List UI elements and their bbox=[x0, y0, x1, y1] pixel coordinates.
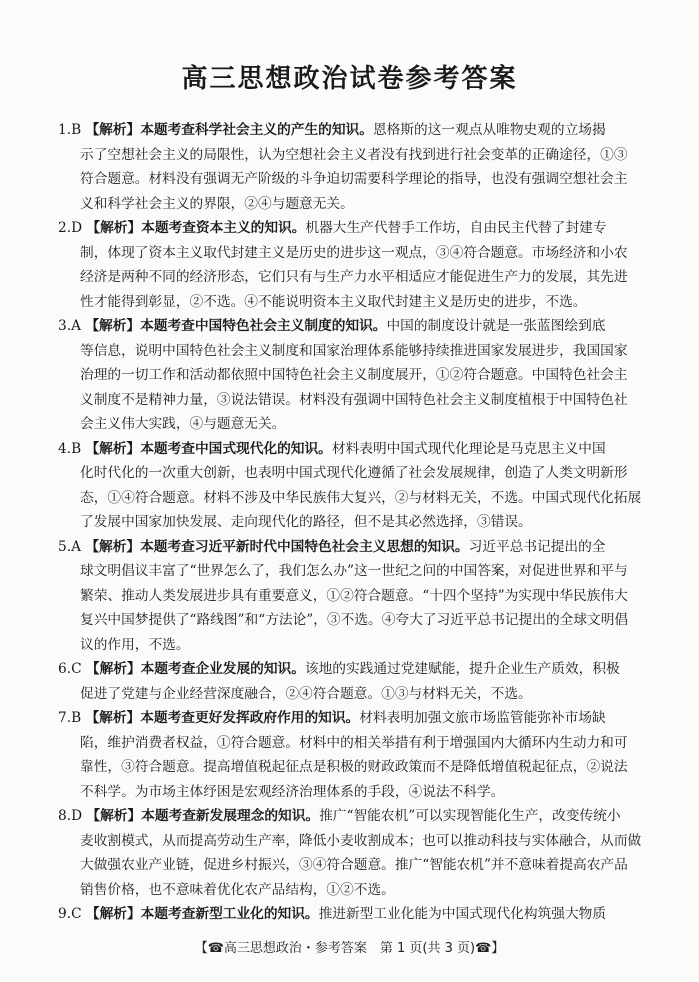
answer-item bbox=[58, 657, 658, 706]
answer-first-line bbox=[58, 118, 658, 143]
answer-item bbox=[58, 804, 658, 902]
answer-line bbox=[58, 241, 658, 266]
answer-item bbox=[58, 902, 658, 927]
answer-line bbox=[58, 829, 658, 854]
analysis-text: 材料表明中国式现代化理论是马克思主义中国 bbox=[331, 440, 606, 457]
analysis-text: 该地的实践通过党建赋能，提升企业生产质效，积极 bbox=[304, 661, 620, 677]
answer-line bbox=[58, 731, 658, 756]
answer-line bbox=[58, 510, 658, 535]
analysis-text: 习近平总书记提出的全 bbox=[468, 538, 606, 555]
question-number: 8. bbox=[58, 808, 72, 824]
question-number: 4. bbox=[58, 440, 72, 457]
answer-line bbox=[58, 339, 658, 364]
analysis-text: 会主义伟大实践，④与题意无关。 bbox=[80, 416, 286, 432]
analysis-text: 麦收割模式，从而提高劳动生产率，降低小麦收割成本；也可以推动科技与实体融合，从而做 bbox=[80, 832, 642, 849]
answer-first-line bbox=[58, 706, 658, 731]
answer-line bbox=[58, 559, 658, 584]
answer-line bbox=[58, 633, 658, 658]
question-number: 5. bbox=[58, 538, 72, 555]
answer-line bbox=[58, 290, 658, 315]
answer-letter: A bbox=[71, 318, 81, 334]
answer-item bbox=[58, 314, 658, 437]
answer-first-line bbox=[58, 216, 658, 241]
answer-item bbox=[58, 706, 658, 804]
analysis-text: 性才能得到彰显，②不选。④不能说明资本主义取代封建主义是历史的进步，不选。 bbox=[80, 293, 587, 310]
analysis-text: 中国的制度设计就是一张蓝图绘到底 bbox=[386, 318, 606, 334]
analysis-text: 繁荣、推动人类发展进步具有重要意义，①②符合题意。“十四个坚持”为实现中华民族伟大 bbox=[80, 587, 628, 604]
answer-line bbox=[58, 584, 658, 609]
analysis-heading: 【解析】本题考查更好发挥政府作用的知识。 bbox=[85, 710, 360, 726]
analysis-heading: 【解析】本题考查中国式现代化的知识。 bbox=[85, 440, 332, 457]
analysis-text: 不科学。为市场主体纾困是宏观经济治理体系的手段，④说法不科学。 bbox=[80, 783, 505, 800]
analysis-text: 推进新型工业化能为中国式现代化构筑强大物质 bbox=[318, 906, 607, 922]
answer-letter: B bbox=[71, 710, 82, 726]
answer-line bbox=[58, 878, 658, 903]
analysis-text: 陷，维护消费者权益，①符合题意。材料中的相关举措有利于增强国内大循环内生动力和可 bbox=[80, 734, 628, 751]
answer-letter: B bbox=[71, 440, 82, 457]
question-number: 1. bbox=[58, 122, 72, 138]
answer-line bbox=[58, 363, 658, 388]
answer-line bbox=[58, 143, 658, 168]
answer-item bbox=[58, 535, 658, 658]
analysis-text: 符合题意。材料没有强调无产阶级的斗争迫切需要科学理论的指导，也没有强调空想社会主 bbox=[80, 171, 628, 187]
answer-line bbox=[58, 608, 658, 633]
analysis-text: 态，①④符合题意。材料不涉及中华民族伟大复兴，②与材料无关，不选。中国式现代化拓展 bbox=[80, 489, 642, 506]
analysis-text: 机器大生产代替手工作坊，自由民主代替了封建专 bbox=[305, 220, 607, 236]
analysis-text: 等信息，说明中国特色社会主义制度和国家治理体系能够持续推进国家发展进步，我国国家 bbox=[80, 342, 628, 359]
analysis-text: 恩格斯的这一观点从唯物史观的立场揭 bbox=[372, 122, 606, 138]
analysis-heading: 【解析】本题考查资本主义的知识。 bbox=[86, 220, 306, 236]
analysis-text: 推广“智能农机”可以实现智能化生产，改变传统小 bbox=[319, 808, 621, 824]
answer-line bbox=[58, 388, 658, 413]
answer-line bbox=[58, 486, 658, 511]
answer-letter: B bbox=[71, 122, 82, 138]
answer-letter: C bbox=[71, 906, 82, 922]
analysis-text: 经济是两种不同的经济形态，它们只有与生产力水平相适应才能促进生产力的发展，其先进 bbox=[80, 269, 628, 285]
answer-line bbox=[58, 167, 658, 192]
answer-item bbox=[58, 216, 658, 314]
analysis-heading: 【解析】本题考查科学社会主义的产生的知识。 bbox=[85, 122, 373, 138]
answer-letter: D bbox=[71, 808, 83, 824]
analysis-text: 复兴中国梦提供了“路线图”和“方法论”，③不选。④夸大了习近平总书记提出的全球文明倡 bbox=[80, 612, 629, 628]
analysis-text: 了发展中国家加快发展、走向现代化的路径，但不是其必然选择，③错误。 bbox=[80, 514, 532, 530]
analysis-heading: 【解析】本题考查新型工业化的知识。 bbox=[85, 906, 319, 922]
answer-line bbox=[58, 461, 658, 486]
analysis-heading: 【解析】本题考查新发展理念的知识。 bbox=[86, 808, 320, 824]
question-number: 6. bbox=[58, 661, 72, 677]
analysis-text: 靠性，③符合题意。提高增值税起征点是积极的财政政策而不是降低增值税起征点，②说法 bbox=[80, 759, 628, 775]
question-number: 2. bbox=[58, 220, 72, 236]
analysis-heading: 【解析】本题考查习近平新时代中国特色社会主义思想的知识。 bbox=[85, 538, 469, 555]
analysis-text: 材料表明加强文旅市场监管能弥补市场缺 bbox=[359, 710, 606, 726]
answer-letter: C bbox=[71, 661, 82, 677]
analysis-text: 大做强农业产业链，促进乡村振兴，③④符合题意。推广“智能农机”并不意味着提高农产品 bbox=[80, 857, 628, 873]
answer-first-line bbox=[58, 314, 658, 339]
answer-line bbox=[58, 265, 658, 290]
analysis-text: 示了空想社会主义的局限性，认为空想社会主义者没有找到进行社会变革的正确途径，①③ bbox=[80, 146, 628, 163]
analysis-heading: 【解析】本题考查中国特色社会主义制度的知识。 bbox=[85, 318, 387, 334]
answer-first-line bbox=[58, 657, 658, 682]
page-title: 高三思想政治试卷参考答案 bbox=[181, 64, 518, 94]
answer-line bbox=[58, 412, 658, 437]
question-number: 9. bbox=[58, 906, 72, 922]
analysis-text: 制，体现了资本主义取代封建主义是历史的进步这一观点，③④符合题意。市场经济和小农 bbox=[80, 244, 628, 261]
analysis-text: 球文明倡议丰富了“世界怎么了，我们怎么办”这一世纪之问的中国答案，对促进世界和平与 bbox=[80, 563, 628, 579]
analysis-text: 治理的一切工作和活动都依照中国特色社会主义制度展开，①②符合题意。中国特色社会主 bbox=[80, 367, 628, 383]
answer-item bbox=[58, 437, 658, 535]
answer-line bbox=[58, 755, 658, 780]
answer-item bbox=[58, 118, 658, 216]
answer-line bbox=[58, 192, 658, 217]
analysis-text: 义和科学社会主义的界限，②④与题意无关。 bbox=[80, 195, 354, 212]
analysis-text: 促进了党建与企业经营深度融合，②④符合题意。①③与材料无关，不选。 bbox=[80, 685, 532, 702]
analysis-text: 销售价格，也不意味着优化农产品结构，①②不选。 bbox=[80, 881, 395, 898]
answer-line bbox=[58, 780, 658, 805]
answer-letter: A bbox=[71, 538, 81, 555]
analysis-text: 义制度不是精神力量，③说法错误。材料没有强调中国特色社会主义制度植根于中国特色社 bbox=[80, 391, 628, 408]
answer-first-line bbox=[58, 535, 658, 560]
question-number: 7. bbox=[58, 710, 72, 726]
analysis-text: 化时代化的一次重大创新，也表明中国式现代化遵循了社会发展规律，创造了人类文明新形 bbox=[80, 465, 628, 481]
page-footer: 【☎高三思想政治・参考答案 第 1 页(共 3 页)☎】 bbox=[194, 941, 505, 956]
answer-line bbox=[58, 853, 658, 878]
analysis-heading: 【解析】本题考查企业发展的知识。 bbox=[85, 661, 305, 677]
answer-first-line bbox=[58, 804, 658, 829]
question-list bbox=[58, 118, 658, 927]
answer-first-line bbox=[58, 437, 658, 462]
answer-first-line bbox=[58, 902, 658, 927]
answer-line bbox=[58, 682, 658, 707]
question-number: 3. bbox=[58, 318, 72, 334]
answer-letter: D bbox=[71, 220, 83, 236]
analysis-text: 议的作用，不选。 bbox=[80, 636, 190, 653]
